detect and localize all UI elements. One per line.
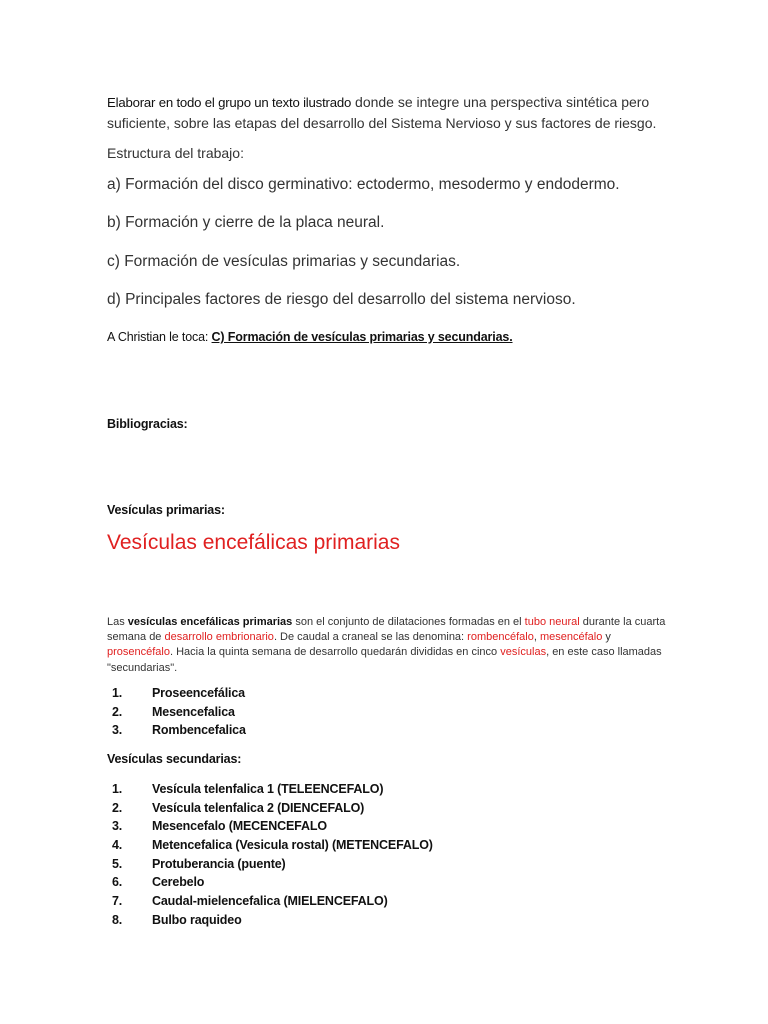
estructura-label: Estructura del trabajo:: [107, 145, 244, 161]
link-vesiculas[interactable]: vesículas: [500, 646, 547, 659]
item-a: a) Formación del disco germinativo: ectodermo, mesodermo y endodermo.: [107, 176, 620, 193]
list-item-text: Vesícula telenfalica 2 (DIENCEFALO): [152, 800, 365, 815]
list-item: [112, 799, 433, 818]
link-prosencefalo[interactable]: prosencéfalo: [107, 646, 170, 659]
para-text: son el conjunto de dilataciones formadas en el: [292, 616, 525, 628]
para-text: ,: [533, 631, 540, 644]
list-number: 1.: [112, 686, 123, 700]
intro-paragraph: [107, 92, 697, 134]
primarias-heading: Vesículas primarias:: [107, 503, 225, 517]
list-number: 8.: [112, 912, 123, 927]
list-item: [112, 684, 246, 703]
list-item: [112, 911, 433, 930]
assignment-line: [107, 328, 513, 346]
list-number: 1.: [112, 782, 123, 796]
link-rombencefalo[interactable]: rombencéfalo: [467, 631, 534, 644]
bibliografias-heading: Bibliogracias:: [107, 417, 188, 431]
primarias-list: [112, 684, 246, 740]
list-number: 3.: [112, 723, 123, 738]
link-desarrollo-embrionario[interactable]: desarrollo embrionario: [164, 631, 274, 644]
list-item-text: Vesícula telenfalica 1 (TELEENCEFALO): [152, 782, 384, 796]
para-bold-term: vesículas encefálicas primarias: [127, 616, 293, 628]
list-item: [112, 873, 433, 892]
assignment-topic: C) Formación de vesículas primarias y secundarias.: [211, 330, 513, 344]
list-item: [112, 855, 433, 874]
item-c: c) Formación de vesículas primarias y secundarias.: [107, 253, 461, 270]
description-paragraph: [107, 615, 667, 676]
list-item: [112, 817, 433, 836]
para-text: y: [602, 631, 611, 644]
list-number: 2.: [112, 704, 123, 719]
list-item-text: Mesencefalica: [152, 704, 235, 719]
intro-rest: donde se integre una perspectiva sintética pero suficiente, sobre las etapas del desarrollo del Sistema Nervioso y sus factores de riesgo.: [107, 94, 657, 131]
list-item: [112, 703, 246, 722]
assignment-prefix: A Christian le toca:: [107, 330, 212, 344]
list-item-text: Rombencefalica: [152, 723, 246, 738]
list-item-text: Protuberancia (puente): [152, 856, 286, 871]
list-item: [112, 892, 433, 911]
item-b: b) Formación y cierre de la placa neural.: [107, 214, 385, 231]
list-item-text: Metencefalica (Vesicula rostal) (METENCEFALO): [152, 838, 433, 853]
list-number: 2.: [112, 800, 123, 815]
para-text: Las: [107, 616, 128, 628]
link-tubo-neural[interactable]: tubo neural: [524, 616, 580, 628]
list-item-text: Cerebelo: [152, 875, 205, 890]
list-item-text: Bulbo raquideo: [152, 912, 242, 927]
section-title: Vesículas encefálicas primarias: [107, 531, 400, 554]
link-mesencefalo[interactable]: mesencéfalo: [539, 631, 603, 644]
list-item-text: Caudal-mielencefalica (MIELENCEFALO): [152, 894, 388, 909]
list-number: 6.: [112, 875, 123, 890]
secundarias-list: [112, 780, 433, 930]
list-item: [112, 836, 433, 855]
intro-lead: Elaborar en todo el grupo un texto ilustrado: [107, 95, 352, 110]
list-number: 3.: [112, 819, 123, 834]
list-number: 7.: [112, 894, 123, 909]
para-text: . Hacia la quinta semana de desarrollo quedarán divididas en cinco: [170, 646, 501, 659]
list-item: [112, 780, 433, 799]
para-text: , en este caso llamadas "secundarias".: [107, 646, 662, 674]
para-text: . De caudal a craneal se las denomina:: [273, 631, 468, 644]
list-item-text: Proseencefálica: [152, 686, 245, 700]
para-text: durante la cuarta semana de: [107, 616, 666, 644]
list-item: [112, 721, 246, 740]
item-d: d) Principales factores de riesgo del desarrollo del sistema nervioso.: [107, 291, 576, 308]
list-item-text: Mesencefalo (MECENCEFALO: [152, 819, 327, 834]
list-number: 4.: [112, 838, 123, 853]
secundarias-heading: Vesículas secundarias:: [107, 752, 242, 766]
list-number: 5.: [112, 856, 123, 871]
